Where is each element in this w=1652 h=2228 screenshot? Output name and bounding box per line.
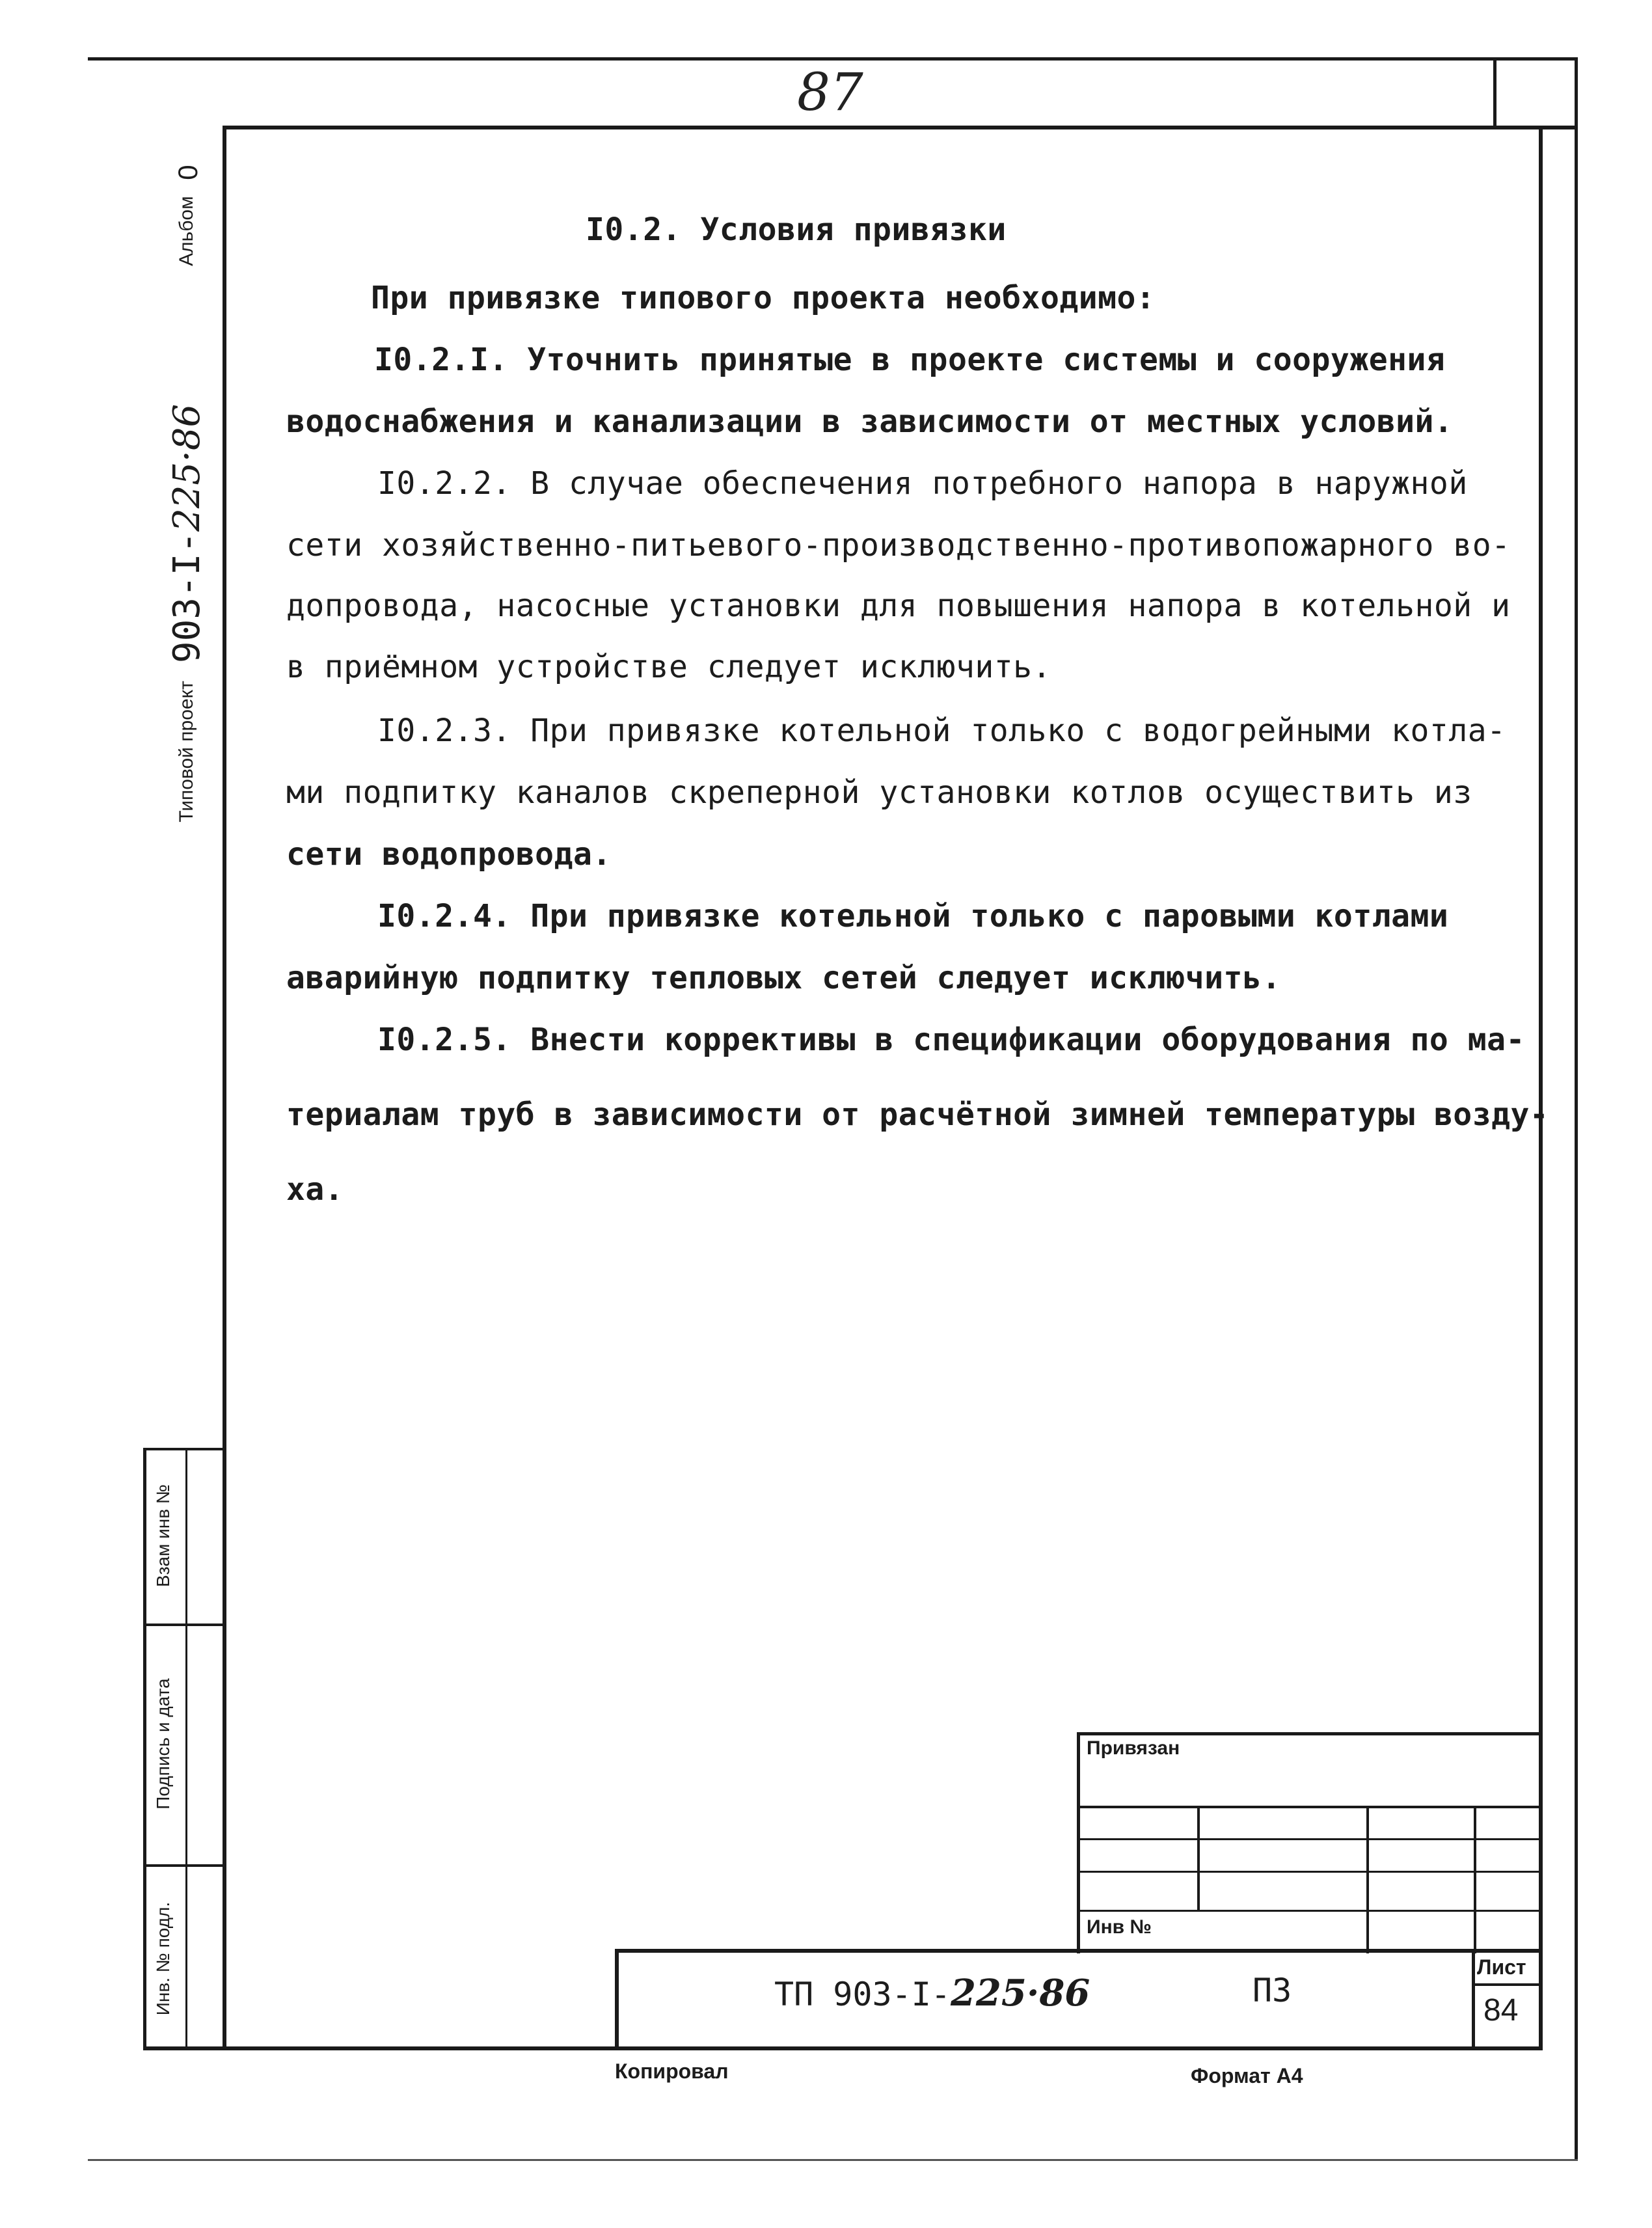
album-label: Альбом <box>176 196 197 266</box>
frame-left <box>223 126 226 2050</box>
bottom-trim-line <box>88 2159 1578 2161</box>
inv-label: Инв № <box>1087 1916 1152 1938</box>
sheet-number: 84 <box>1483 1993 1519 2028</box>
para-2-line-1: I0.2.2. В случае обеспечения потребного напора в наружной <box>377 465 1468 502</box>
tb-main-top <box>615 1949 1543 1953</box>
stamp-field-inv-podl: Инв. № подл. <box>153 1901 173 2016</box>
tb-upper-row-2 <box>1077 1838 1543 1840</box>
section-intro: При привязке типового проекта необходимо: <box>371 280 1156 316</box>
tb-main-sheet-col <box>1472 1949 1475 2050</box>
section-heading: I0.2. Условия привязки <box>586 211 1007 248</box>
sheet-label: Лист <box>1477 1955 1526 1979</box>
tb-main-sheet-row <box>1472 1983 1543 1986</box>
para-4-line-2: аварийную подпитку тепловых сетей следует исключить. <box>286 960 1281 996</box>
top-right-box-right <box>1575 57 1578 2159</box>
project-number: 903-I-225·86 <box>166 403 208 664</box>
stamp-column-left <box>143 1448 146 2050</box>
doc-code: ТП 903-I-225·86 <box>774 1972 1090 2015</box>
project-label: Типовой проект <box>176 681 197 822</box>
tb-upper-col-3 <box>1474 1806 1476 1953</box>
tb-upper-row-3 <box>1077 1871 1543 1873</box>
frame-top <box>223 126 1578 129</box>
top-border-line <box>88 57 1578 61</box>
para-3-line-2: ми подпитку каналов скреперной установки котлов осуществить из <box>286 774 1472 811</box>
frame-right <box>1539 126 1543 2050</box>
tb-upper-row-1 <box>1077 1806 1543 1808</box>
album-number: 0 <box>172 165 203 180</box>
para-1-line-1: I0.2.I. Уточнить принятые в проекте системы и сооружения <box>374 342 1446 378</box>
stamp-divider-1 <box>143 1623 226 1626</box>
para-1-line-2: водоснабжения и канализации в зависимости от местных условий. <box>286 403 1454 440</box>
stamp-field-podpis-data: Подпись и дата <box>153 1678 173 1810</box>
page-number-handwritten: 87 <box>797 62 863 122</box>
frame-bottom <box>143 2046 1543 2050</box>
para-2-line-3: допровода, насосные установки для повышения напора в котельной и <box>286 588 1511 624</box>
para-5-line-1: I0.2.5. Внести коррективы в спецификации оборудования по ма- <box>377 1022 1525 1058</box>
format-label: Формат А4 <box>1191 2064 1303 2087</box>
copied-label: Копировал <box>615 2059 729 2083</box>
tb-upper-left <box>1077 1732 1080 1953</box>
para-4-line-1: I0.2.4. При привязке котельной только с паровыми котлами <box>377 898 1449 934</box>
top-right-box-left <box>1493 57 1496 129</box>
doc-type: ПЗ <box>1253 1972 1292 2009</box>
para-5-line-3: ха. <box>286 1171 344 1208</box>
tb-upper-col-2 <box>1366 1806 1369 1953</box>
stamp-field-vzam-inv: Взам инв № <box>153 1484 173 1587</box>
tb-main-left <box>615 1949 619 2050</box>
tb-upper-col-1 <box>1197 1806 1200 1910</box>
para-2-line-4: в приёмном устройстве следует исключить. <box>286 649 1051 685</box>
privyazan-label: Привязан <box>1087 1737 1180 1759</box>
stamp-inner-line <box>185 1448 187 2050</box>
para-2-line-2: сети хозяйственно-питьевого-производственно-противопожарного во- <box>286 527 1511 564</box>
tb-upper-top <box>1077 1732 1543 1735</box>
para-3-line-3: сети водопровода. <box>286 836 612 873</box>
tb-upper-row-4 <box>1077 1910 1543 1912</box>
para-3-line-1: I0.2.3. При привязке котельной только с водогрейными котла- <box>377 713 1506 749</box>
para-5-line-2: териалам труб в зависимости от расчётной зимней температуры возду- <box>286 1096 1549 1133</box>
